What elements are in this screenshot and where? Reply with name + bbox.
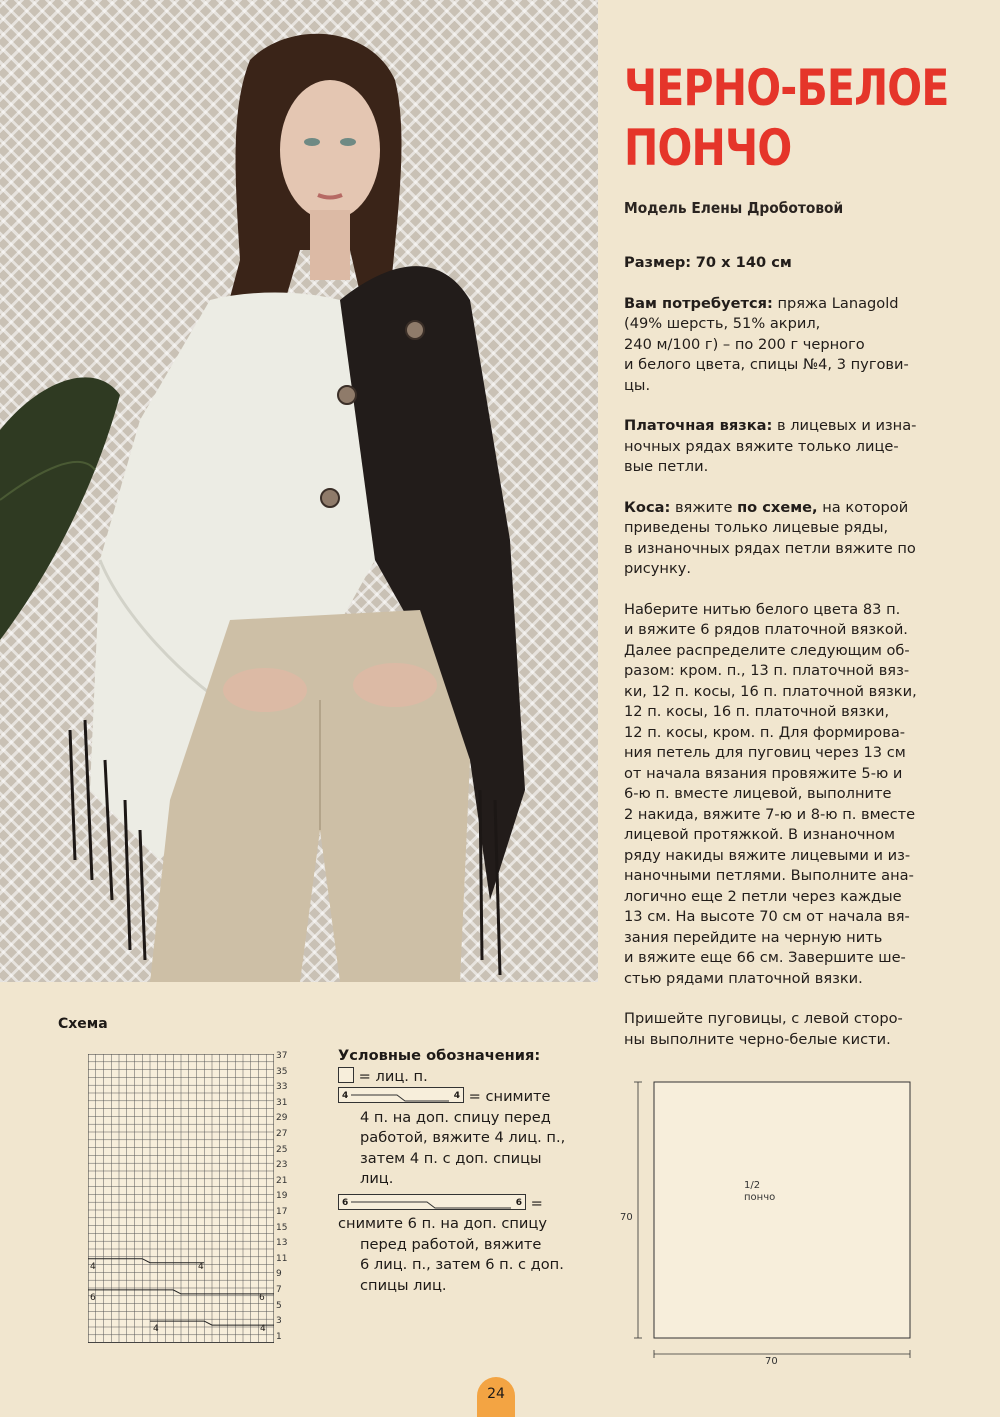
instructions-line: лицевой протяжкой. В изнаночном: [624, 826, 895, 843]
cable-label: Коса:: [624, 498, 671, 516]
knit-symbol-icon: [338, 1067, 354, 1083]
instructions-line: 2 накида, вяжите 7-ю и 8-ю п. вместе: [624, 805, 916, 823]
materials-line: цы.: [624, 376, 651, 394]
legend-text: затем 4 п. с доп. спицы: [360, 1149, 542, 1167]
legend-knit: [338, 1067, 598, 1088]
cable-6-symbol-icon: [338, 1194, 526, 1210]
cable-4-symbol-icon: [338, 1087, 464, 1103]
cable-line: рисунку.: [624, 560, 692, 577]
materials-line: и белого цвета, спицы №4, 3 пугови-: [624, 356, 909, 373]
materials-line: (49% шерсть, 51% акрил,: [624, 315, 821, 332]
chart-cable-label: 4: [260, 1324, 266, 1334]
materials-line: пряжа Lanagold: [777, 294, 899, 312]
author-credit: Модель Елены Дроботовой: [624, 199, 844, 217]
instructions-line: ния петель для пуговиц через 13 см: [624, 744, 906, 761]
cable-4-num: 4: [342, 1091, 349, 1101]
cable-4-line-icon: [339, 1088, 463, 1102]
row-number: 29: [276, 1113, 288, 1124]
pattern-text: [624, 253, 954, 1070]
legend-cable-4: [338, 1087, 598, 1108]
poncho-pattern-shape: [632, 1074, 922, 1374]
instructions-line: зания перейдите на черную нить: [624, 928, 883, 946]
legend-text: 4 п. на доп. спицу перед: [360, 1108, 551, 1126]
legend-cable-6: [338, 1194, 598, 1215]
page-number: 24: [487, 1386, 505, 1402]
instructions-line: 13 см. На высоте 70 см от начала вя-: [624, 908, 910, 925]
legend-text: = снимите: [468, 1088, 551, 1105]
finishing-line: Пришейте пуговицы, с левой сторо-: [624, 1010, 903, 1027]
row-number: 11: [276, 1253, 288, 1264]
model-photo: [0, 0, 598, 982]
diagram-label: пончо: [744, 1192, 776, 1203]
instructions-paragraph: [624, 600, 954, 990]
cable-6-line-icon: [339, 1195, 525, 1209]
row-number: 15: [276, 1222, 288, 1233]
chart-grid: [88, 1054, 274, 1343]
finishing-paragraph: [624, 1009, 954, 1050]
instructions-line: 12 п. косы, кром. п. Для формирова-: [624, 723, 906, 741]
legend-text: =: [530, 1194, 543, 1212]
diagram-label: 1/2: [744, 1180, 761, 1191]
instructions-line: наночными петлями. Выполните ана-: [624, 867, 914, 884]
row-number: 5: [276, 1300, 282, 1311]
measurement-diagram: [620, 1074, 922, 1378]
instructions-line: от начала вязания провяжите 5-ю и: [624, 764, 903, 782]
knitting-chart: [88, 1054, 274, 1347]
instructions-line: Наберите нитью белого цвета 83 п.: [624, 600, 901, 618]
poncho-illustration: [0, 0, 598, 982]
instructions-line: логично еще 2 петли через каждые: [624, 887, 902, 905]
instructions-line: 12 п. косы, 16 п. платочной вязки,: [624, 703, 890, 720]
garter-line: в лицевых и изна-: [776, 417, 917, 434]
chart-cable-label: 4: [90, 1262, 96, 1272]
instructions-line: ки, 12 п. косы, 16 п. платочной вязки,: [624, 682, 917, 700]
cable-bold-text: по схеме,: [737, 498, 818, 516]
materials-paragraph: [624, 294, 954, 397]
legend-knit-text: = лиц. п.: [358, 1067, 428, 1085]
instructions-line: и вяжите 6 рядов платочной вязкой.: [624, 621, 908, 638]
row-number: 13: [276, 1238, 288, 1249]
cable-line: в изнаночных рядах петли вяжите по: [624, 539, 916, 557]
cable-paragraph: [624, 498, 954, 580]
instructions-line: разом: кром. п., 13 п. платочной вяз-: [624, 662, 910, 679]
row-number: 7: [276, 1285, 282, 1295]
cable-line: приведены только лицевые ряды,: [624, 519, 889, 536]
chart-cable-label: 4: [153, 1324, 159, 1334]
row-number: 23: [276, 1160, 288, 1171]
row-number: 33: [276, 1082, 288, 1093]
legend-text: 6 лиц. п., затем 6 п. с доп.: [360, 1256, 564, 1273]
row-number: 3: [276, 1316, 282, 1327]
size-value: 70 х 140 см: [695, 254, 792, 271]
row-number: 35: [276, 1066, 288, 1077]
legend-text: снимите 6 п. на доп. спицу: [338, 1215, 547, 1232]
page-title: [624, 58, 949, 178]
instructions-line: Далее распределите следующим об-: [624, 641, 910, 659]
schema-label: Схема: [58, 1016, 108, 1032]
garter-line: ночных рядах вяжите только лице-: [624, 437, 899, 455]
instructions-line: ряду накиды вяжите лицевыми и из-: [624, 846, 911, 864]
cable-line: на которой: [822, 498, 909, 516]
garter-line: вые петли.: [624, 458, 709, 475]
chart-cable-label: 6: [259, 1293, 265, 1303]
size-label: Размер:: [624, 254, 692, 271]
cable-text: вяжите: [674, 498, 733, 516]
materials-label: Вам потребуется:: [624, 294, 773, 312]
row-number: 27: [276, 1129, 288, 1139]
size-paragraph: [624, 253, 954, 274]
row-number: 17: [276, 1207, 288, 1217]
instructions-line: и вяжите еще 66 см. Завершите ше-: [624, 949, 906, 966]
row-number: 31: [276, 1097, 288, 1108]
row-number: 1: [276, 1331, 282, 1342]
garter-label: Платочная вязка:: [624, 417, 773, 434]
legend-text: лиц.: [360, 1170, 394, 1187]
row-number: 37: [276, 1051, 288, 1061]
cable-6-num: 6: [515, 1197, 522, 1208]
legend-text: работой, вяжите 4 лиц. п.,: [360, 1129, 566, 1146]
row-number: 21: [276, 1175, 288, 1186]
row-number: 25: [276, 1144, 288, 1155]
legend-text: спицы лиц.: [360, 1276, 447, 1294]
cable-4-num: 4: [453, 1091, 460, 1101]
instructions-line: стью рядами платочной вязки.: [624, 969, 863, 987]
instructions-line: 6-ю п. вместе лицевой, выполните: [624, 785, 892, 802]
legend: [338, 1046, 598, 1296]
row-number: 9: [276, 1269, 282, 1280]
cable-6-num: 6: [342, 1197, 349, 1208]
garter-paragraph: [624, 416, 954, 478]
legend-text: перед работой, вяжите: [360, 1235, 542, 1253]
title-line-1: ЧЕРНО-БЕЛОЕ: [624, 59, 949, 117]
diagram-width: 70: [765, 1356, 778, 1367]
title-line-2: ПОНЧО: [624, 119, 792, 177]
diagram-height: 70: [620, 1212, 633, 1223]
chart-cable-label: 4: [198, 1262, 204, 1272]
row-number: 19: [276, 1191, 288, 1202]
legend-title: Условные обозначения:: [338, 1047, 541, 1064]
chart-cable-label: 6: [90, 1293, 96, 1303]
materials-line: 240 м/100 г) – по 200 г черного: [624, 335, 865, 353]
finishing-line: ны выполните черно-белые кисти.: [624, 1030, 891, 1048]
